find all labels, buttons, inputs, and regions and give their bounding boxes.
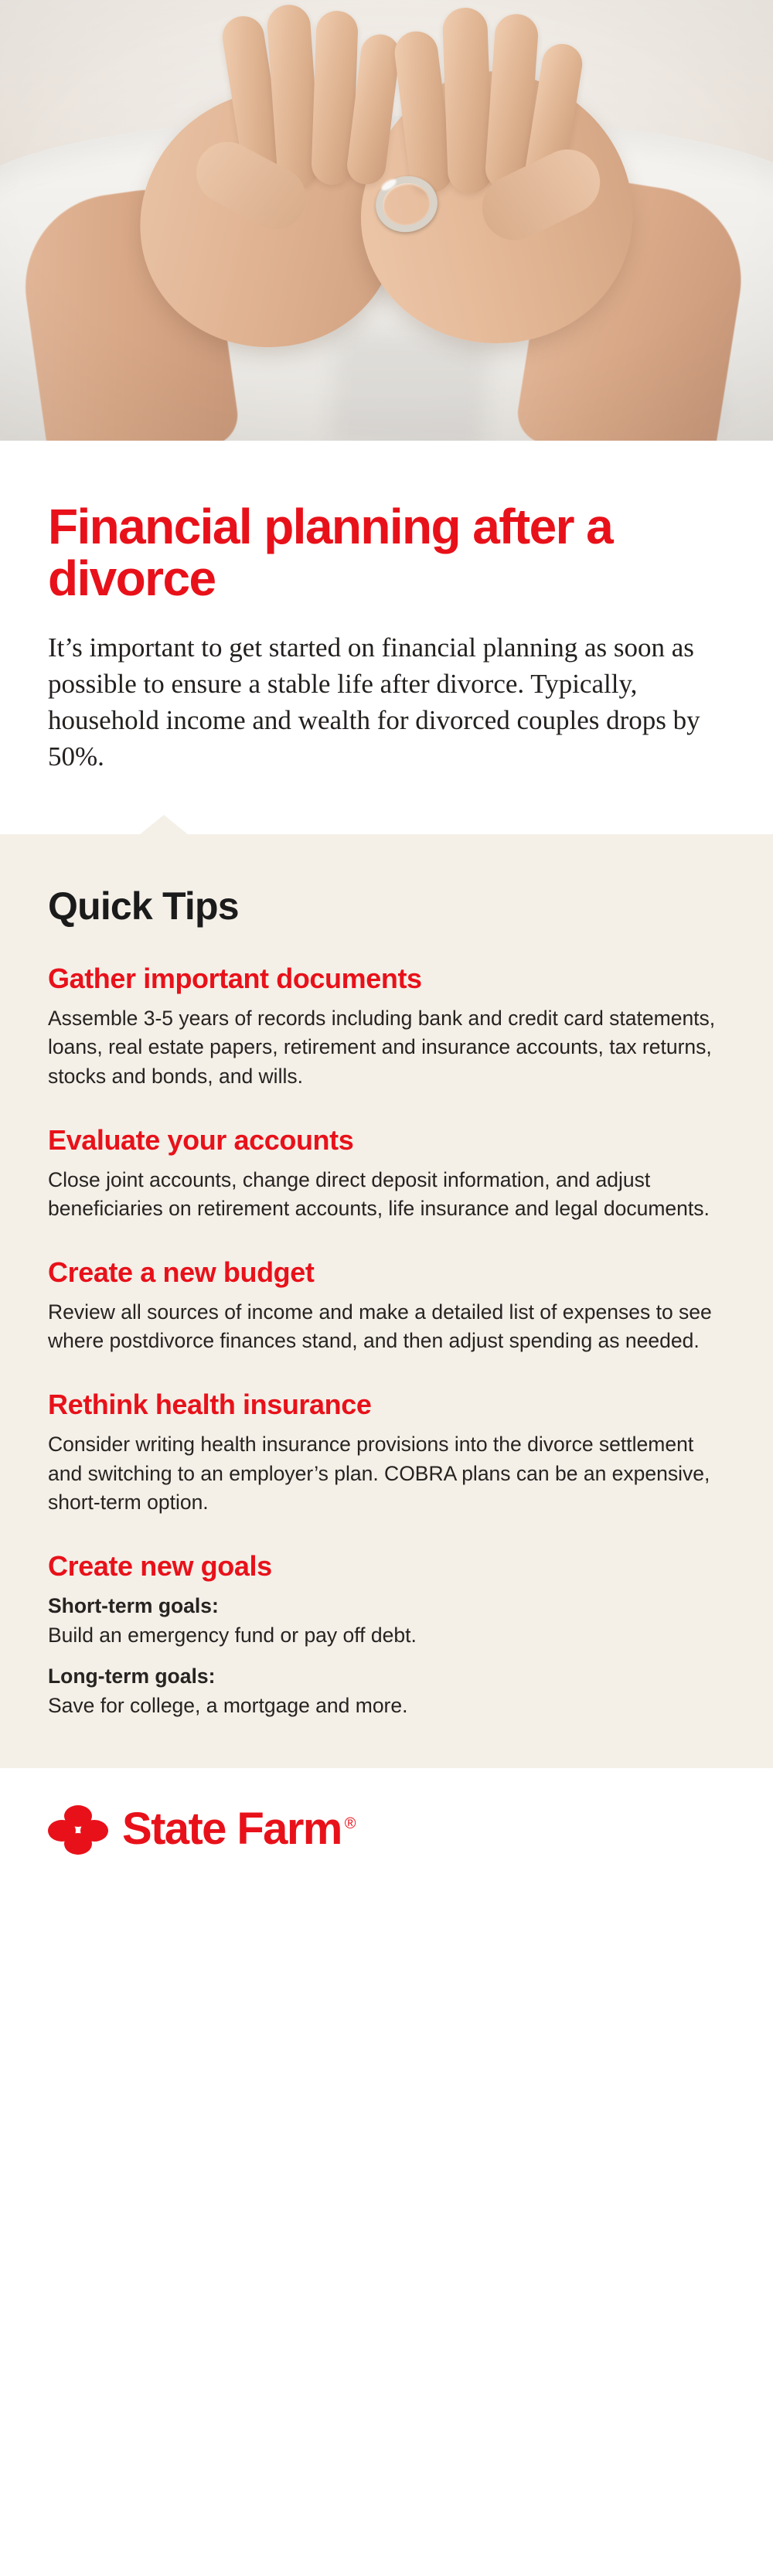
hero-vignette <box>0 0 773 441</box>
tip-item-goals <box>48 1550 725 1721</box>
brand-name-text: State Farm <box>122 1804 342 1855</box>
tip-title: Gather important documents <box>48 962 422 994</box>
footer <box>0 1768 773 1920</box>
intro-section <box>0 441 773 775</box>
tip-title: Rethink health insurance <box>48 1389 372 1421</box>
tip-item <box>48 1124 725 1224</box>
quick-tips-heading: Quick Tips <box>48 884 239 928</box>
long-term-goals-text: Save for college, a mortgage and more. <box>48 1693 408 1717</box>
tip-body: Close joint accounts, change direct deposit information, and adjust beneficiaries on retirement accounts, life insurance and legal documents. <box>48 1167 710 1221</box>
registered-trademark-mark: ® <box>344 1815 355 1833</box>
tip-body: Assemble 3-5 years of records including bank and credit card statements, loans, real estate papers, retirement and insurance accounts, tax returns, stocks and bonds, and wills. <box>48 1006 716 1088</box>
tip-item <box>48 1389 725 1518</box>
tip-title: Evaluate your accounts <box>48 1123 354 1156</box>
intro-paragraph: It’s important to get started on financial planning as soon as possible to ensure a stable life after divorce. Typically, household income and wealth for divorced couples drops by 50%. <box>48 632 700 772</box>
hero-image <box>0 0 773 441</box>
tip-item <box>48 1256 725 1356</box>
page-title: Financial planning after a divorce <box>48 499 613 606</box>
tip-item <box>48 963 725 1092</box>
state-farm-three-ovals-logo-icon <box>48 1805 108 1853</box>
short-term-goals-text: Build an emergency fund or pay off debt. <box>48 1623 417 1647</box>
tip-body: Consider writing health insurance provisions into the divorce settlement and switching to an employer’s plan. COBRA plans can be an expensive, short-term option. <box>48 1433 710 1515</box>
quick-tips-panel <box>0 834 773 1769</box>
long-term-goals-label: Long-term goals: <box>48 1665 216 1688</box>
brand-name <box>122 1804 355 1855</box>
tip-title: Create new goals <box>48 1549 272 1582</box>
state-farm-logo <box>48 1805 355 1853</box>
panel-notch-triangle <box>139 815 189 835</box>
short-term-goals-label: Short-term goals: <box>48 1593 219 1617</box>
hero-photo-background <box>0 0 773 441</box>
tip-title: Create a new budget <box>48 1256 315 1288</box>
tip-body: Review all sources of income and make a detailed list of expenses to see where postdivorce finances stand, and then adjust spending as needed. <box>48 1300 712 1353</box>
